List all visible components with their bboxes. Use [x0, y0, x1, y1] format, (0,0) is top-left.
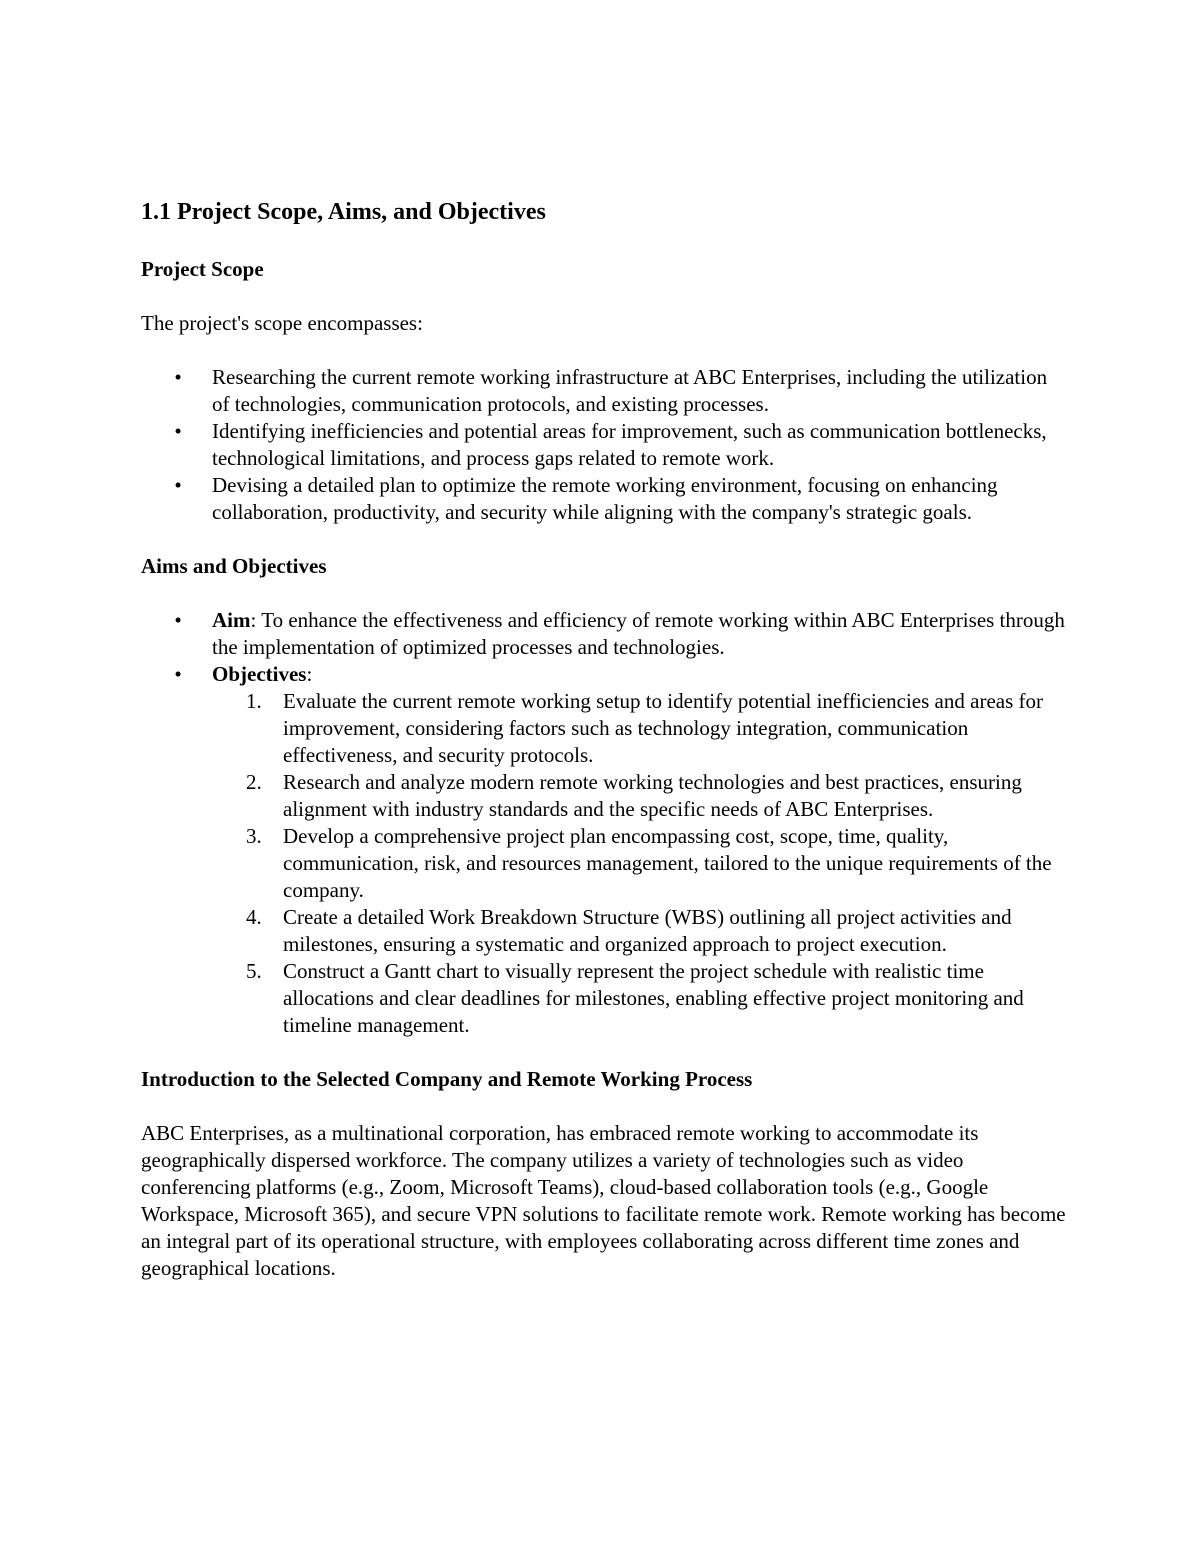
- list-item: [141, 661, 1066, 1039]
- objective-text: Develop a comprehensive project plan encompassing cost, scope, time, quality, communication, risk, and resources management, tailored to the unique requirements of the company.: [283, 824, 1052, 902]
- bullet-icon: •: [174, 608, 182, 632]
- objective-text: Construct a Gantt chart to visually represent the project schedule with realistic time allocations and clear deadlines for milestones, enabling effective project monitoring and timeline management.: [283, 959, 1024, 1037]
- objective-number: 5.: [246, 959, 262, 983]
- objective-item: [212, 904, 1066, 958]
- section-title: 1.1 Project Scope, Aims, and Objectives: [141, 199, 546, 225]
- bullet-icon: •: [174, 662, 182, 686]
- objectives-list: [212, 688, 1066, 1039]
- objective-number: 3.: [246, 824, 262, 848]
- objective-item: [212, 958, 1066, 1039]
- objectives-label: Objectives: [212, 662, 307, 686]
- list-item: [141, 607, 1066, 661]
- objective-text: Create a detailed Work Breakdown Structure (WBS) outlining all project activities and milestones, ensuring a systematic and organized approach to project execution.: [283, 905, 1012, 956]
- document-body: [141, 196, 1066, 1309]
- objective-item: [212, 688, 1066, 769]
- scope-intro: The project's scope encompasses:: [141, 311, 423, 335]
- introduction-heading: Introduction to the Selected Company and Remote Working Process: [141, 1067, 753, 1091]
- aims-bullet-list: [141, 607, 1066, 1039]
- aim-text: : To enhance the effectiveness and efficiency of remote working within ABC Enterprises through the implementation of optimized processes and technologies.: [212, 608, 1065, 659]
- bullet-icon: •: [174, 365, 182, 389]
- scope-bullet-text: Devising a detailed plan to optimize the remote working environment, focusing on enhancing collaboration, productivity, and security while aligning with the company's strategic goals.: [212, 473, 998, 524]
- list-item: [141, 472, 1066, 526]
- objectives-colon: :: [306, 662, 313, 686]
- list-item: [141, 418, 1066, 472]
- objective-text: Evaluate the current remote working setup to identify potential inefficiencies and areas for improvement, considering factors such as technology integration, communication effectiveness, and security protocols.: [283, 689, 1043, 767]
- objective-item: [212, 823, 1066, 904]
- objective-number: 1.: [246, 689, 262, 713]
- scope-bullet-list: [141, 364, 1066, 526]
- scope-bullet-text: Researching the current remote working infrastructure at ABC Enterprises, including the utilization of technologies, communication protocols, and existing processes.: [212, 365, 1048, 416]
- objective-number: 4.: [246, 905, 262, 929]
- objective-number: 2.: [246, 770, 262, 794]
- aim-label: Aim: [212, 608, 251, 632]
- scope-bullet-text: Identifying inefficiencies and potential areas for improvement, such as communication bottlenecks, technological limitations, and process gaps related to remote work.: [212, 419, 1047, 470]
- list-item: [141, 364, 1066, 418]
- introduction-paragraph: ABC Enterprises, as a multinational corporation, has embraced remote working to accommodate its geographically dispersed workforce. The company utilizes a variety of technologies such as video conferencing platforms (e.g., Zoom, Microsoft Teams), cloud-based collaboration tools (e.g., Google Workspace, Microsoft 365), and secure VPN solutions to facilitate remote work. Remote working has become an integral part of its operational structure, with employees collaborating across different time zones and geographical locations.: [141, 1121, 1066, 1280]
- bullet-icon: •: [174, 473, 182, 497]
- project-scope-heading: Project Scope: [141, 257, 264, 281]
- objective-text: Research and analyze modern remote working technologies and best practices, ensuring alignment with industry standards and the specific needs of ABC Enterprises.: [283, 770, 1022, 821]
- objective-item: [212, 769, 1066, 823]
- bullet-icon: •: [174, 419, 182, 443]
- aims-objectives-heading: Aims and Objectives: [141, 554, 327, 578]
